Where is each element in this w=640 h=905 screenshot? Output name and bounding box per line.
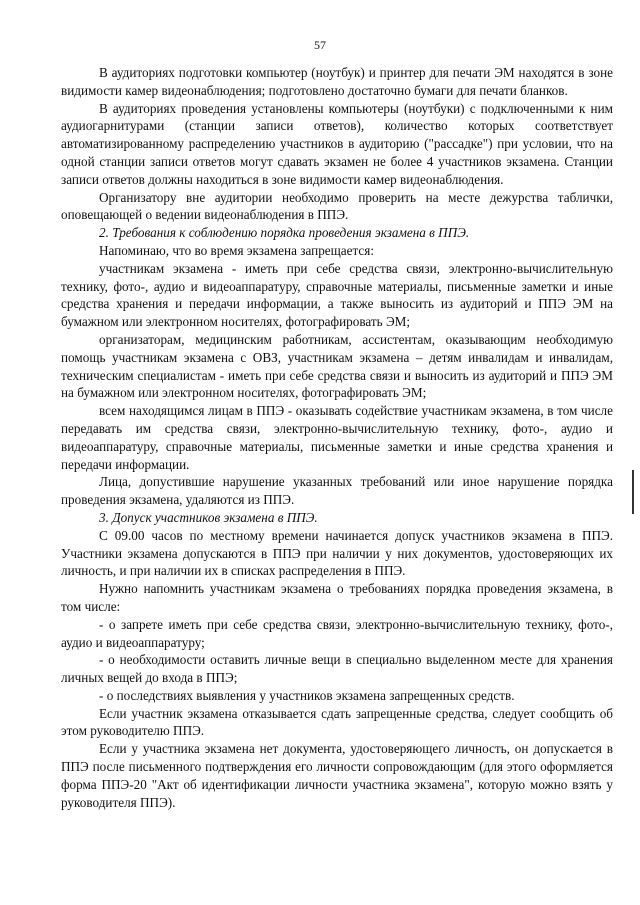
document-body	[61, 64, 613, 811]
paragraph: организаторам, медицинским работникам, ассистентам, оказывающим необходимую помощь участникам экзамена с ОВЗ, участникам экзамена – детям инвалидам и инвалидам, техническим специалистам - иметь при себе средства связи и выносить из аудиторий и ППЭ ЭМ на бумажном или электронном носителях, фотографировать ЭМ;	[61, 331, 613, 401]
paragraph: Напоминаю, что во время экзамена запрещается:	[99, 242, 375, 258]
list-item: - о последствиях выявления у участников экзамена запрещенных средств.	[99, 687, 515, 703]
paragraph: Нужно напомнить участникам экзамена о требованиях порядка проведения экзамена, в том числе:	[61, 581, 613, 614]
paragraph: Организатору вне аудитории необходимо проверить на месте дежурства таблички, оповещающей о ведении видеонаблюдения в ППЭ.	[61, 189, 613, 223]
paragraph: участникам экзамена - иметь при себе средства связи, электронно-вычислительную технику, фото-, аудио и видеоаппаратуру, справочные материалы, письменные заметки и иные средства хранения и передачи информации, а также выносить из аудиторий и ППЭ ЭМ на бумажном или электронном носителях, фотографировать ЭМ;	[61, 260, 613, 330]
section-heading: 2. Требования к соблюдению порядка проведения экзамена в ППЭ.	[99, 225, 470, 241]
paragraph: Если участник экзамена отказывается сдать запрещенные средства, следует сообщить об этом руководителю ППЭ.	[61, 705, 613, 739]
list-item: - о необходимости оставить личные вещи в специально выделенном месте для хранения личных вещей до входа в ППЭ;	[61, 652, 613, 686]
paragraph: В аудиториях проведения установлены компьютеры (ноутбуки) с подключенными к ним аудиогарнитурами (станции записи ответов), количество которых соответствует автоматизированному распределению участников в аудиторию ("рассадке") при условии, что на одной станции записи ответов могут сдавать экзамен не более 4 участников экзамена. Станции записи ответов должны находиться в зоне видимости камер видеонаблюдения.	[61, 100, 613, 187]
paragraph: С 09.00 часов по местному времени начинается допуск участников экзамена в ППЭ. Участники экзамена допускаются в ППЭ при наличии у них документов, удостоверяющих их личность, и при наличии их в списках распределения в ППЭ.	[61, 527, 613, 579]
paragraph: всем находящимся лицам в ППЭ - оказывать содействие участникам экзамена, в том числе передавать им средства связи, электронно-вычислительную технику, фото-, аудио и видеоаппаратуру, справочные материалы, письменные заметки и иные средства хранения и передачи информации.	[61, 403, 613, 472]
section-heading: 3. Допуск участников экзамена в ППЭ.	[99, 509, 318, 525]
paragraph: В аудиториях подготовки компьютер (ноутбук) и принтер для печати ЭМ находятся в зоне видимости камер видеонаблюдения; подготовлено достаточно бумаги для печати бланков.	[61, 65, 613, 98]
list-item: - о запрете иметь при себе средства связи, электронно-вычислительную технику, фото-, аудио и видеоаппаратуру;	[61, 616, 613, 650]
margin-mark	[632, 470, 634, 514]
paragraph: Лица, допустившие нарушение указанных требований или иное нарушение порядка проведения экзамена, удаляются из ППЭ.	[61, 474, 613, 508]
paragraph: Если у участника экзамена нет документа, удостоверяющего личность, он допускается в ППЭ после письменного подтверждения его личности сопровождающим (для этого оформляется форма ППЭ-20 "Акт об идентификации личности участника экзамена", которую можно взять у руководителя ППЭ).	[61, 741, 613, 810]
page-number: 57	[314, 38, 326, 52]
